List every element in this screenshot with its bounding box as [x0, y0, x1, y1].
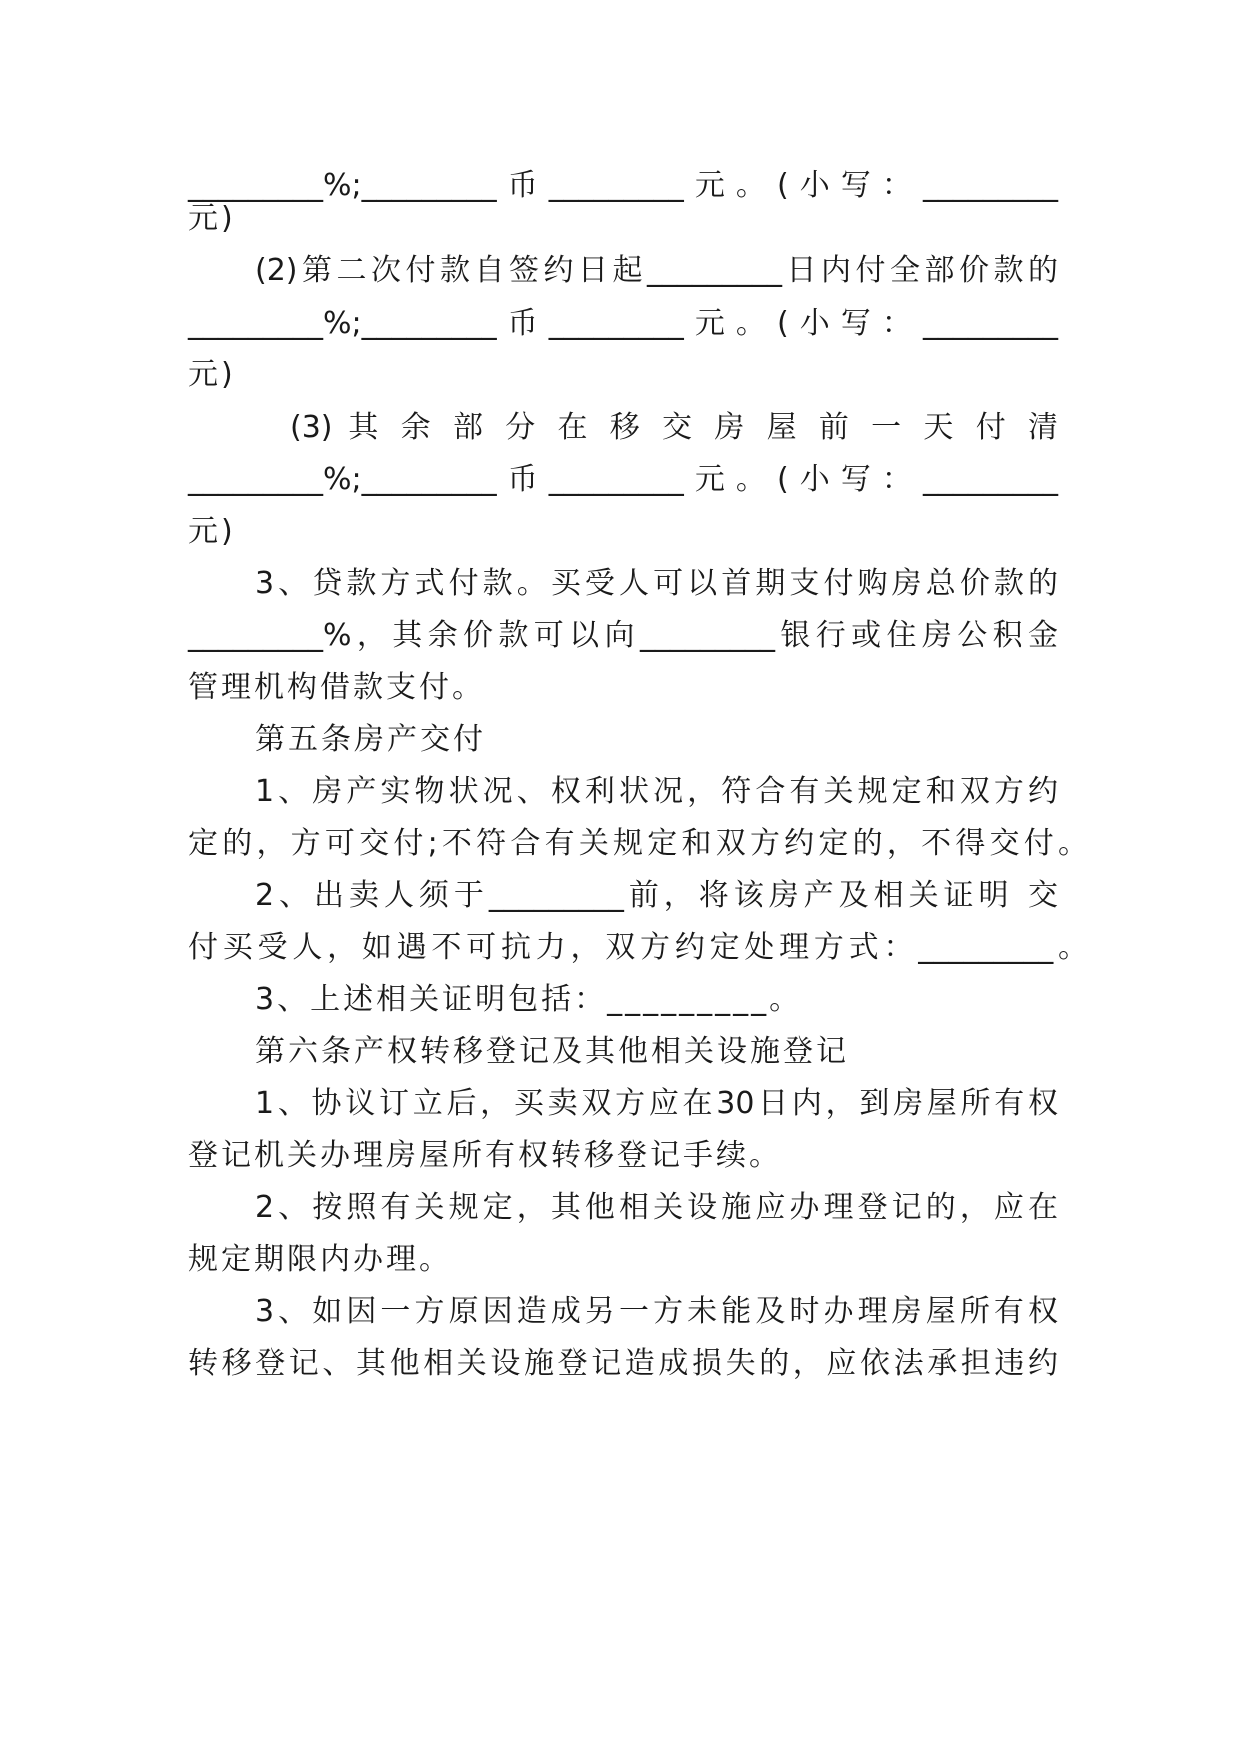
- paragraph-line: 元): [188, 514, 236, 549]
- paragraph-line: (3) 其 余 部 分 在 移 交 房 屋 前 一 天 付 清: [290, 410, 1058, 445]
- section-heading: 第六条产权转移登记及其他相关设施登记: [255, 1034, 849, 1069]
- paragraph-line: 定的，方可交付;不符合有关规定和双方约定的，不得交付。: [188, 826, 1088, 861]
- paragraph-line: 规定期限内办理。: [188, 1242, 452, 1277]
- paragraph-line: 3、贷款方式付款。买受人可以首期支付购房总价款的: [255, 566, 1058, 601]
- paragraph-line: _________%;_________币_________元。(小写：_________: [188, 168, 1058, 203]
- paragraph-line: 2、出卖人须于_________前，将该房产及相关证明 交: [255, 878, 1058, 913]
- section-heading: 第五条房产交付: [255, 722, 486, 757]
- paragraph-line: 1、房产实物状况、权利状况，符合有关规定和双方约: [255, 774, 1058, 809]
- paragraph-line: 元): [188, 357, 236, 392]
- paragraph-line: 1、协议订立后，买卖双方应在30日内，到房屋所有权: [255, 1086, 1058, 1121]
- paragraph-line: _________%;_________币_________元。(小写：_________: [188, 462, 1058, 497]
- paragraph-line: 付买受人，如遇不可抗力，双方约定处理方式：_________。: [188, 930, 1088, 965]
- paragraph-line: _________%，其余价款可以向_________银行或住房公积金: [188, 618, 1058, 653]
- paragraph-line: 3、上述相关证明包括：_________。: [255, 982, 803, 1017]
- paragraph-line: 登记机关办理房屋所有权转移登记手续。: [188, 1138, 782, 1173]
- paragraph-line: 管理机构借款支付。: [188, 670, 485, 705]
- paragraph-line: 2、按照有关规定，其他相关设施应办理登记的，应在: [255, 1190, 1058, 1225]
- paragraph-line: 元): [188, 201, 236, 236]
- paragraph-line: (2)第二次付款自签约日起_________日内付全部价款的: [255, 253, 1058, 288]
- paragraph-line: _________%;_________币_________元。(小写：_________: [188, 306, 1058, 341]
- paragraph-line: 3、如因一方原因造成另一方未能及时办理房屋所有权: [255, 1294, 1058, 1329]
- paragraph-line: 转移登记、其他相关设施登记造成损失的，应依法承担违约: [188, 1346, 1058, 1381]
